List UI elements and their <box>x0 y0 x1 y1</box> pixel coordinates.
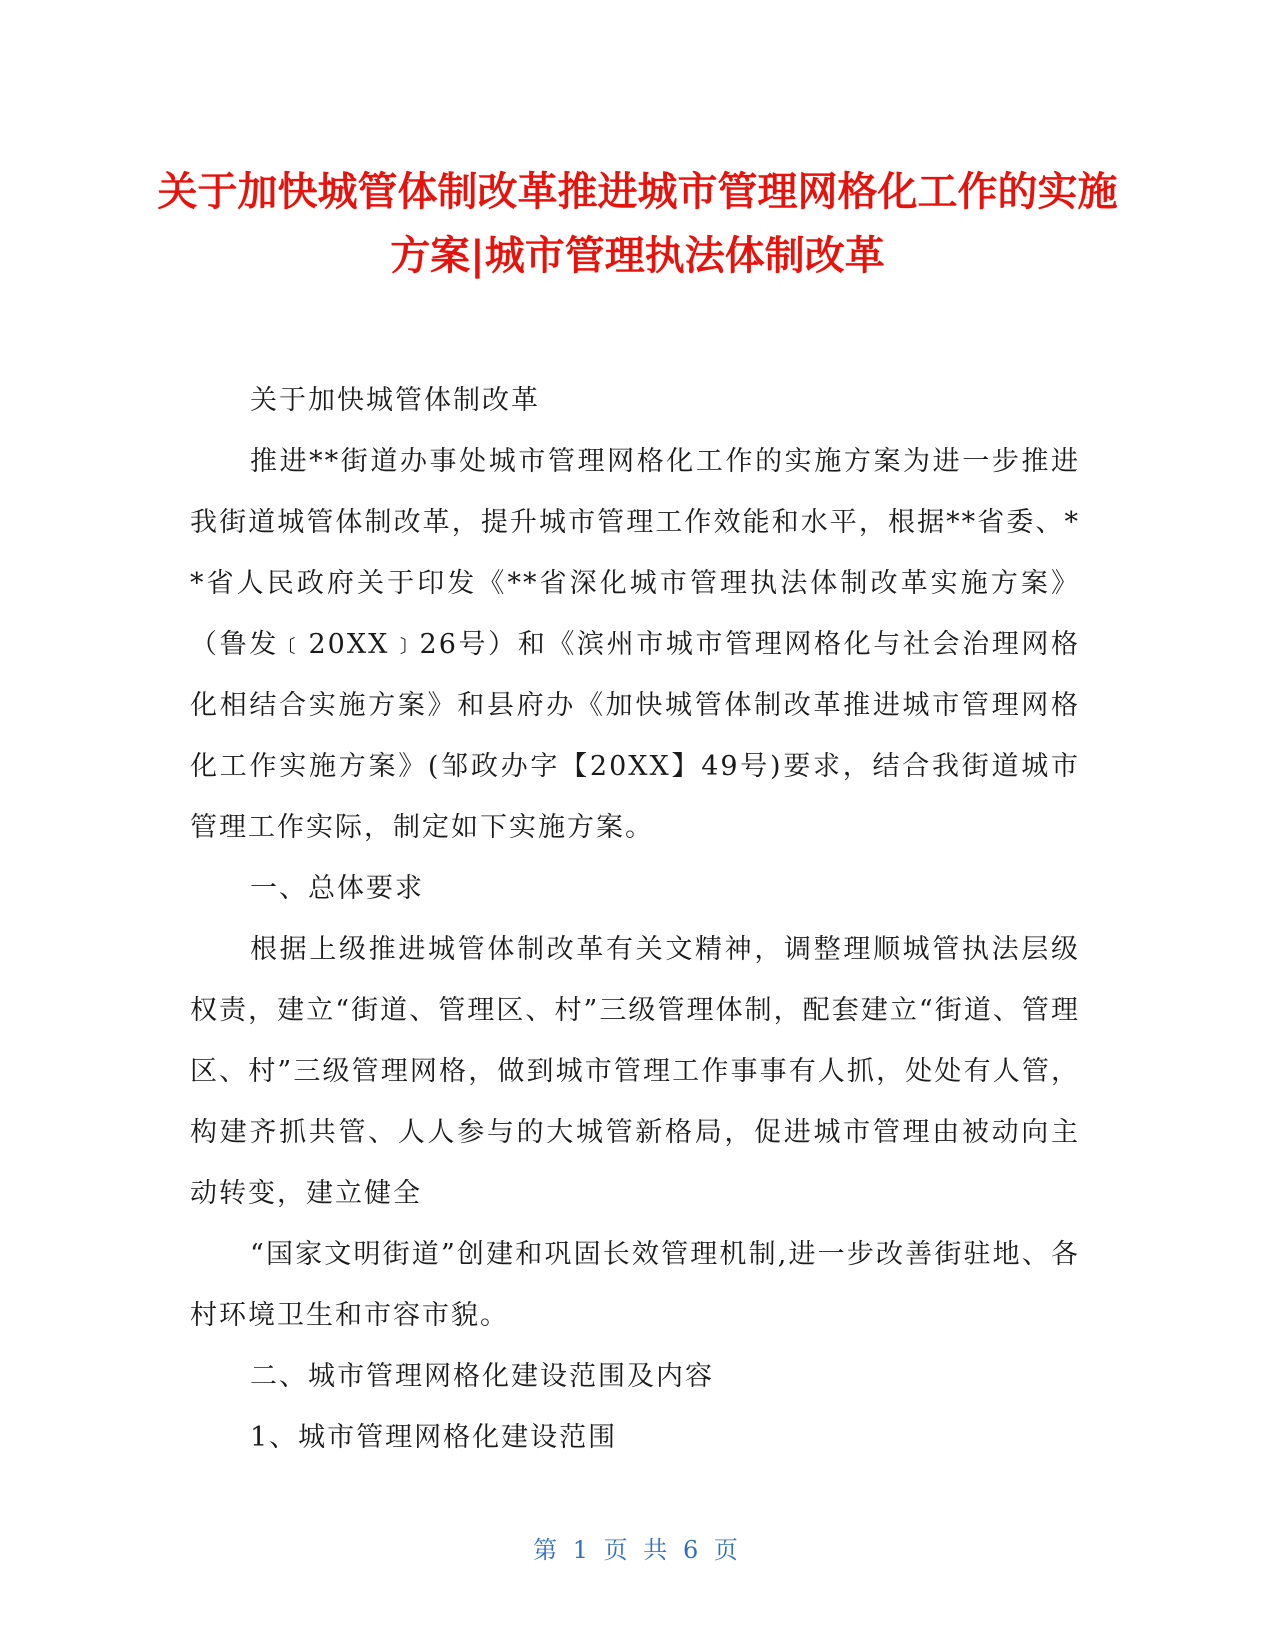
document-body <box>190 370 1080 1468</box>
subsection-heading: 1、城市管理网格化建设范围 <box>250 1422 618 1453</box>
paragraph: 推进**街道办事处城市管理网格化工作的实施方案为进一步推进我街道城管体制改革，提升城市管理工作效能和水平，根据**省委、**省人民政府关于印发《**省深化城市管理执法体制改革实施方案》（鲁发﹝20XX﹞26号）和《滨州市城市管理网格化与社会治理网格化相结合实施方案》和县府办《加快城管体制改革推进城市管理网格化工作实施方案》(邹政办字【20XX】49号)要求，结合我街道城市管理工作实际，制定如下实施方案。 <box>190 446 1080 843</box>
paragraph: 关于加快城管体制改革 <box>250 385 540 416</box>
paragraph: “国家文明街道”创建和巩固长效管理机制,进一步改善街驻地、各村环境卫生和市容市貌。 <box>190 1239 1080 1331</box>
section-heading: 一、总体要求 <box>250 873 424 904</box>
section-heading: 二、城市管理网格化建设范围及内容 <box>250 1361 714 1392</box>
document-title: 关于加快城管体制改革推进城市管理网格化工作的实施方案|城市管理执法体制改革 <box>157 169 1118 279</box>
paragraph: 根据上级推进城管体制改革有关文精神，调整理顺城管执法层级权责，建立“街道、管理区、村”三级管理体制，配套建立“街道、管理区、村”三级管理网格，做到城市管理工作事事有人抓，处处有人管，构建齐抓共管、人人参与的大城管新格局，促进城市管理由被动向主动转变，建立健全 <box>190 934 1080 1209</box>
page-number-footer: 第 1 页 共 6 页 <box>533 1536 742 1564</box>
